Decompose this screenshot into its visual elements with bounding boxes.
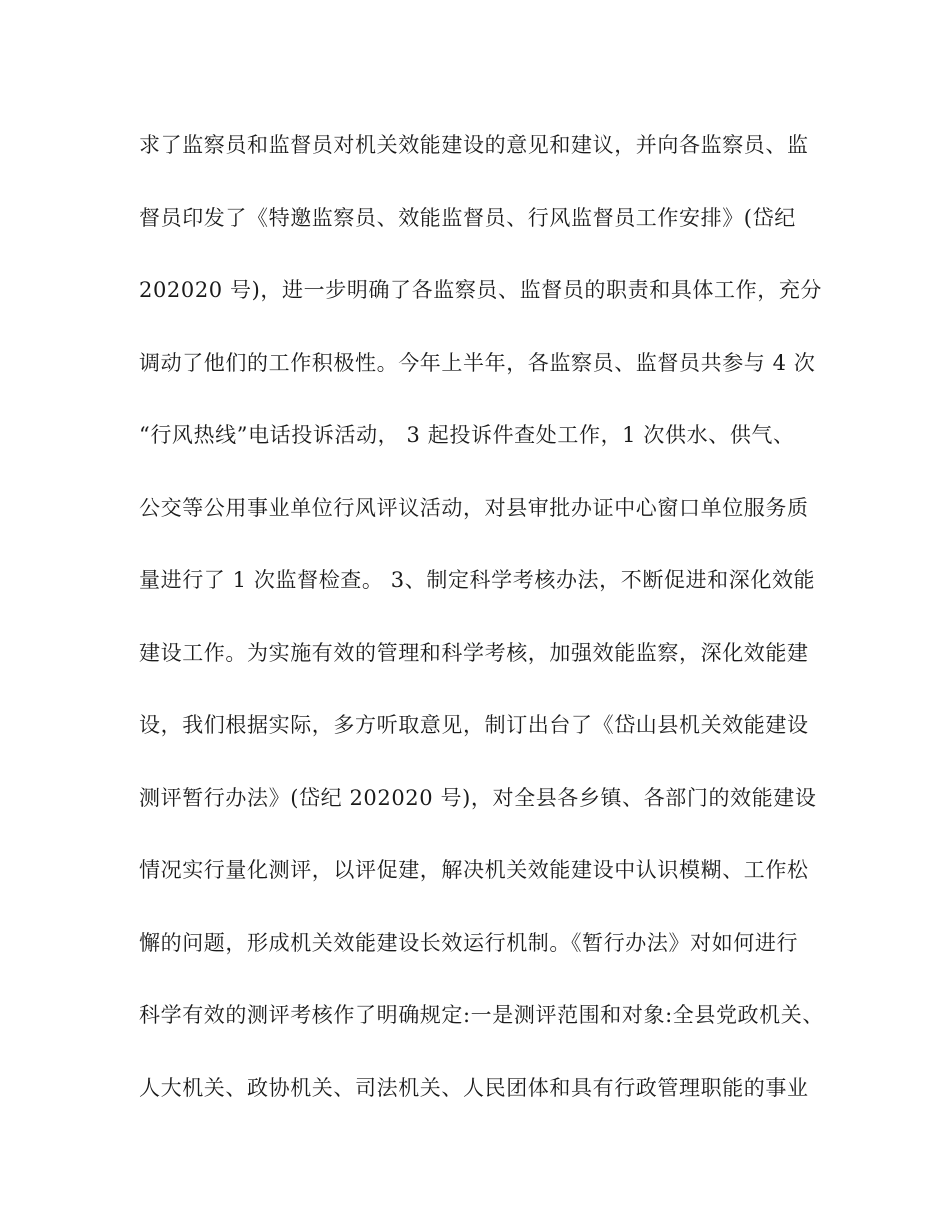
paragraph-line: 懈的问题，形成机关效能建设长效运行机制。《暂行办法》对如何进行 xyxy=(139,930,799,955)
paragraph-line: 建设工作。为实施有效的管理和科学考核，加强效能监察，深化效能建 xyxy=(139,640,809,665)
paragraph-line: 调动了他们的工作积极性。今年上半年，各监察员、监督员共参与 4 次 xyxy=(139,350,816,375)
paragraph-line: 求了监察员和监督员对机关效能建设的意见和建议，并向各监察员、监 xyxy=(139,133,809,157)
paragraph-line: 情况实行量化测评，以评促建，解决机关效能建设中认识模糊、工作松 xyxy=(139,858,809,882)
paragraph-line: 设，我们根据实际，多方听取意见，制订出台了《岱山县机关效能建设 xyxy=(139,713,809,737)
paragraph-line: 202020 号)，进一步明确了各监察员、监督员的职责和具体工作，充分 xyxy=(139,278,823,302)
paragraph-line: 测评暂行办法》(岱纪 202020 号)，对全县各乡镇、各部门的效能建设 xyxy=(139,785,817,810)
paragraph-line: 公交等公用事业单位行风评议活动，对县审批办证中心窗口单位服务质 xyxy=(139,495,809,520)
document-body xyxy=(139,125,839,1140)
paragraph-line: “行风热线”电话投诉活动， 3 起投诉件查处工作，1 次供水、供气、 xyxy=(139,423,795,447)
paragraph-line: 科学有效的测评考核作了明确规定:一是测评范围和对象:全县党政机关、 xyxy=(139,1003,824,1027)
paragraph-line: 督员印发了《特邀监察员、效能监督员、行风监督员工作安排》(岱纪 xyxy=(139,205,796,230)
paragraph-line: 量进行了 1 次监督检查。 3、制定科学考核办法，不断促进和深化效能 xyxy=(139,568,816,592)
paragraph-line: 人大机关、政协机关、司法机关、人民团体和具有行政管理职能的事业 xyxy=(139,1075,809,1100)
